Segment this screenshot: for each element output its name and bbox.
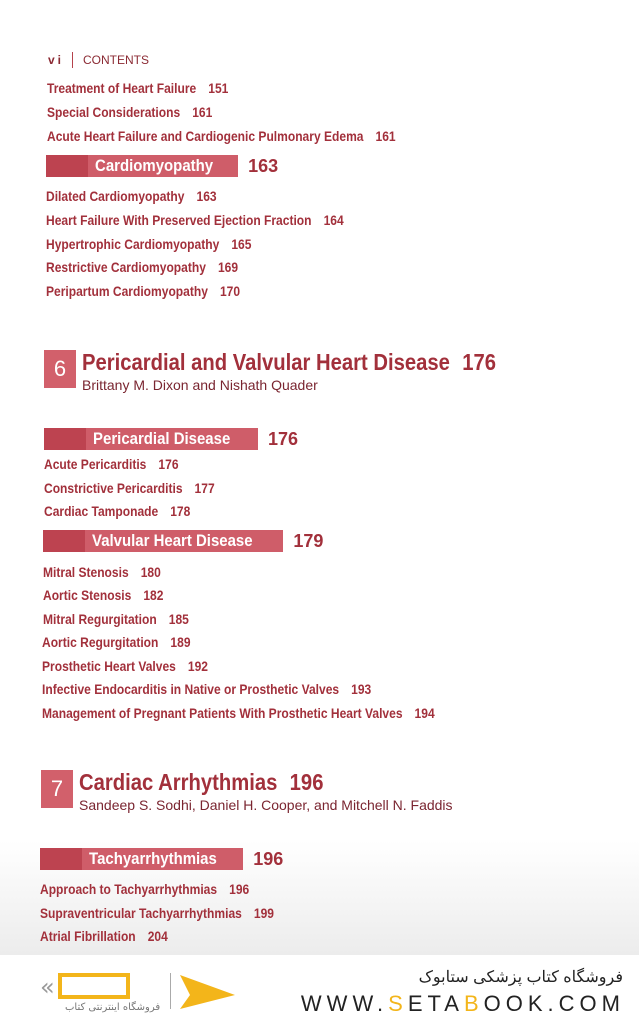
toc-entry[interactable]: Aortic Regurgitation 189	[42, 634, 191, 650]
chapter-7[interactable]: 7 Cardiac Arrhythmias 196 Sandeep S. Sodhi, Daniel H. Cooper, and Mitchell N. Faddis	[41, 770, 453, 813]
store-name: فروشگاه کتاب پزشکی ستابوک	[418, 969, 623, 986]
toc-entry[interactable]: Treatment of Heart Failure 151	[47, 80, 229, 96]
toc-entry[interactable]: Supraventricular Tachyarrhythmias 199	[40, 905, 274, 921]
toc-entry[interactable]: Constrictive Pericarditis 177	[44, 480, 215, 496]
toc-entry[interactable]: Aortic Stenosis 182	[43, 587, 164, 603]
toc-entry[interactable]: Peripartum Cardiomyopathy 170	[46, 283, 241, 299]
toc-entry[interactable]: Prosthetic Heart Valves 192	[42, 658, 208, 674]
toc-entry[interactable]: Mitral Regurgitation 185	[43, 611, 189, 627]
section-heading-valvular[interactable]: Valvular Heart Disease 179	[43, 530, 323, 552]
header-divider	[72, 52, 73, 68]
toc-entry[interactable]: Hypertrophic Cardiomyopathy 165	[46, 236, 252, 252]
chapter-number-box: 7	[41, 770, 73, 808]
page-number: vi	[48, 53, 65, 67]
header-section: CONTENTS	[83, 53, 150, 67]
toc-entry[interactable]: Dilated Cardiomyopathy 163	[46, 188, 217, 204]
section-heading-pericardial[interactable]: Pericardial Disease 176	[44, 428, 298, 450]
toc-entry[interactable]: Acute Heart Failure and Cardiogenic Pulmonary Edema 161	[47, 128, 396, 144]
svg-text:«: «	[40, 973, 55, 1001]
chapter-6[interactable]: 6 Pericardial and Valvular Heart Disease 176 Brittany M. Dixon and Nishath Quader	[44, 350, 552, 393]
section-heading-tachyarrhythmias[interactable]: Tachyarrhythmias 196	[40, 848, 283, 870]
toc-entry[interactable]: Mitral Stenosis 180	[43, 564, 161, 580]
chapter-authors: Sandeep S. Sodhi, Daniel H. Cooper, and Mitchell N. Faddis	[79, 797, 453, 813]
store-url[interactable]: WWW.SETABOOK.COM	[300, 991, 625, 1016]
setabook-logo-icon	[30, 965, 250, 1015]
svg-text:فروشگاه اینترنتی کتاب: فروشگاه اینترنتی کتاب	[65, 1002, 161, 1013]
running-header	[48, 52, 149, 68]
toc-entry[interactable]: Atrial Fibrillation 204	[40, 928, 168, 944]
toc-entry[interactable]: Management of Pregnant Patients With Prosthetic Heart Valves 194	[42, 705, 435, 721]
chapter-number-box: 6	[44, 350, 76, 388]
toc-entry[interactable]: Restrictive Cardiomyopathy 169	[46, 259, 239, 275]
chapter-authors: Brittany M. Dixon and Nishath Quader	[82, 377, 318, 393]
watermark-footer	[0, 955, 639, 1023]
toc-entry[interactable]: Cardiac Tamponade 178	[44, 503, 191, 519]
toc-entry[interactable]: Infective Endocarditis in Native or Prosthetic Valves 193	[42, 681, 372, 697]
toc-entry[interactable]: Acute Pericarditis 176	[44, 456, 179, 472]
toc-entry[interactable]: Approach to Tachyarrhythmias 196	[40, 881, 250, 897]
toc-entry[interactable]: Heart Failure With Preserved Ejection Fraction 164	[46, 212, 344, 228]
section-heading-cardiomyopathy[interactable]: Cardiomyopathy 163	[46, 155, 278, 177]
toc-entry[interactable]: Special Considerations 161	[47, 104, 213, 120]
